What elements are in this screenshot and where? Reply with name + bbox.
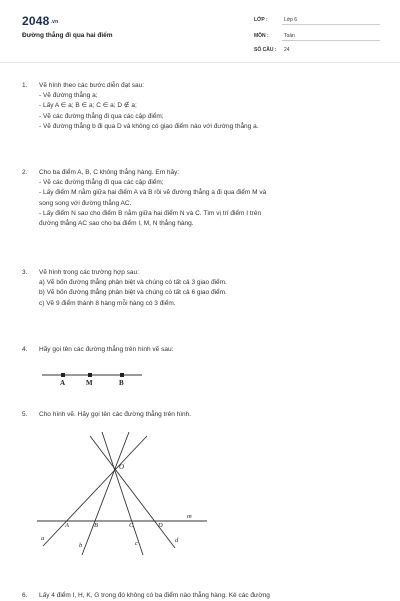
point-label: B bbox=[119, 379, 124, 387]
point-label: M bbox=[86, 379, 93, 387]
question-text: b) Vẽ bốn đường thẳng phân biệt và chúng có tất cả 6 giao điểm. bbox=[39, 289, 227, 297]
question-count-row bbox=[254, 47, 380, 53]
question-text: đường thẳng AC sao cho ba điểm I, M, N thẳng hàng. bbox=[39, 220, 194, 228]
line-label: b bbox=[79, 542, 83, 549]
question-text: Vẽ hình theo các bước diễn đạt sau: bbox=[39, 82, 145, 89]
divider bbox=[282, 40, 380, 41]
point-label: C bbox=[129, 522, 134, 529]
question-text: c) Vẽ 9 điểm thành 8 hàng mỗi hàng có 3 điểm. bbox=[39, 299, 176, 307]
question-count-value: 24 bbox=[284, 47, 290, 53]
point-label: A bbox=[65, 522, 69, 529]
point-label: D bbox=[158, 522, 163, 529]
question-3 bbox=[22, 268, 380, 309]
point-marker bbox=[61, 373, 65, 377]
line-label: d bbox=[175, 537, 179, 544]
subject-value: Toán bbox=[284, 33, 295, 39]
question-text: Vẽ hình trong các trường hợp sau: bbox=[39, 269, 139, 276]
question-text: - Vẽ đường thẳng a; bbox=[39, 92, 98, 100]
line-d bbox=[90, 436, 175, 548]
class-value: Lớp 6 bbox=[284, 17, 298, 23]
question-text: - Lấy điểm M nằm giữa hai điểm A và B rồi vẽ đường thẳng a đi qua điểm M và bbox=[39, 189, 267, 197]
class-label: LỚP : bbox=[254, 17, 268, 23]
question-text: Lấy 4 điểm I, H, K, G trong đó không có ba điểm nào thẳng hàng. Kẻ các đường bbox=[39, 592, 270, 599]
point-label: O bbox=[119, 463, 125, 471]
question-text: - Vẽ các đường thẳng đi qua các cặp điểm; bbox=[39, 179, 164, 187]
question-count-label: SỐ CÂU : bbox=[254, 47, 277, 53]
question-number: 1. bbox=[22, 82, 28, 89]
point-marker bbox=[120, 373, 124, 377]
line-label: c bbox=[135, 540, 138, 547]
question-text: Cho hình vẽ. Hãy gọi tên các đường thẳng trên hình. bbox=[39, 411, 192, 418]
question-text: Hãy gọi tên các đường thẳng trên hình vẽ sau: bbox=[39, 346, 174, 353]
document-header bbox=[0, 0, 400, 60]
question-number: 4. bbox=[22, 346, 28, 353]
header-divider bbox=[0, 62, 400, 63]
question-text: - Vẽ đường thẳng b đi qua D và không có giao điểm nào với đường thẳng a. bbox=[39, 122, 259, 130]
subject-label: MÔN : bbox=[254, 33, 269, 39]
subject-row bbox=[254, 33, 380, 39]
question-number: 3. bbox=[22, 269, 28, 276]
question-number: 5. bbox=[22, 411, 28, 418]
question-2 bbox=[22, 168, 380, 229]
page-title: Đường thẳng đi qua hai điểm bbox=[22, 32, 113, 39]
question-1 bbox=[22, 81, 380, 132]
point-marker bbox=[88, 373, 92, 377]
divider bbox=[282, 24, 380, 25]
question-4 bbox=[22, 345, 380, 355]
line-c bbox=[102, 432, 143, 555]
question-text: - Lấy điểm N sao cho điểm B nằm giữa hai điểm N và C. Tìm vị trí điểm I trên bbox=[39, 209, 262, 217]
brand-logo[interactable] bbox=[22, 14, 58, 28]
class-row bbox=[254, 17, 380, 23]
figure-4-diagram bbox=[40, 368, 150, 390]
brand-suffix: .vn bbox=[50, 18, 59, 25]
question-text: - Lấy A ∈ a; B ∈ a; C ∈ a; D ∉ a; bbox=[39, 102, 137, 110]
line-b bbox=[82, 432, 129, 555]
question-number: 2. bbox=[22, 169, 28, 176]
question-text: - Vẽ các đường thẳng đi qua các cặp điểm; bbox=[39, 112, 164, 120]
brand-name: 2048 bbox=[22, 14, 50, 28]
figure-5-diagram bbox=[35, 428, 210, 560]
point-label: A bbox=[60, 379, 66, 387]
question-text: a) Vẽ bốn đường thẳng phân biệt và chúng có tất cả 3 giao điểm. bbox=[39, 279, 227, 287]
question-number: 6. bbox=[22, 592, 28, 599]
question-5 bbox=[22, 410, 380, 420]
question-text: Cho ba điểm A, B, C không thẳng hàng. Em hãy: bbox=[39, 169, 180, 176]
line-label: a bbox=[41, 535, 45, 542]
line-label: m bbox=[187, 513, 192, 520]
point-label: B bbox=[94, 522, 98, 529]
question-text: song song với đường thẳng AC. bbox=[39, 199, 132, 207]
